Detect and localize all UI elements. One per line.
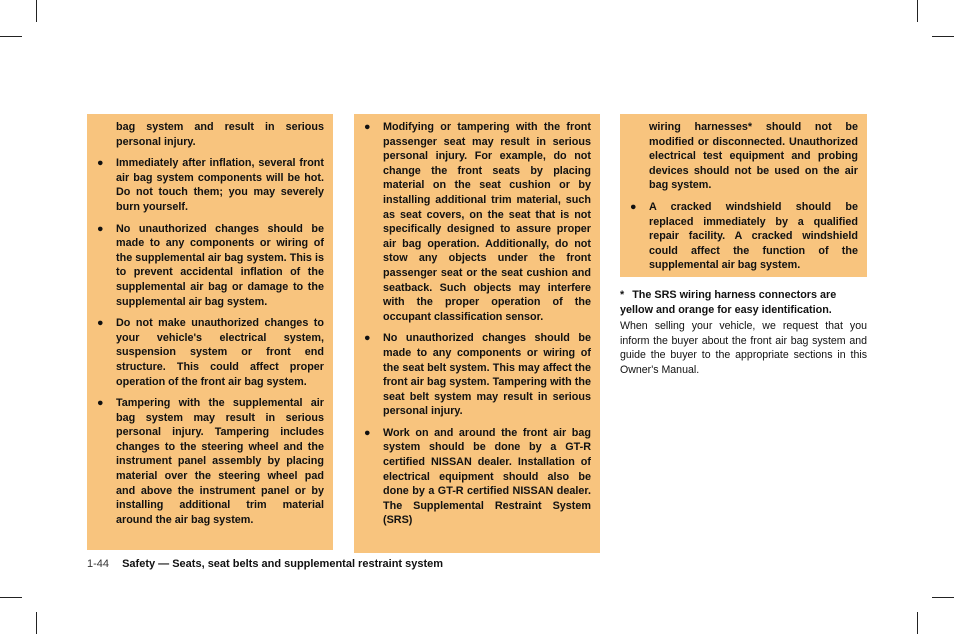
bullet-icon: ● [364,332,371,345]
bullet-icon: ● [97,157,104,170]
warning-item: ● Tampering with the supplemental air bag system may result in serious personal injury. Tampering includes changes to the steering wheel and the instrument panel assembly by placing material over the steering wheel pad and above the instrument panel or by installing additional trim material around the air bag system. [97,397,324,526]
warning-item: ● Immediately after inflation, several front air bag system components will be hot. Do not touch them; you may severely burn yourself. [97,157,324,213]
bullet-icon: ● [364,426,371,439]
bullet-icon: ● [97,222,104,235]
bullet-icon: ● [630,200,637,213]
warning-item: ● No unauthorized changes should be made to any components or wiring of the seat belt system. This may affect the front air bag system. Tampering with the seat belt system may result in serious personal injury. [364,332,591,418]
warning-continuation: wiring harnesses* should not be modified or disconnected. Unauthorized electrical test equipment and probing devices should not be used on the air bag system. [649,121,858,192]
warning-item: ● Do not make unauthorized changes to your vehicle's electrical system, suspension system or front end structure. This could affect proper operation of the front air bag system. [97,317,324,388]
warning-continuation: bag system and result in serious personal injury. [116,121,324,148]
warning-box-column-1 [87,114,333,550]
crop-mark [0,36,22,37]
warning-item: ● No unauthorized changes should be made to any components or wiring of the supplemental air bag system. This is to prevent accidental inflation of the supplemental air bag or damage to the supplemental air bag system. [97,222,324,308]
warning-item: ● Work on and around the front air bag system should be done by a GT-R certified NISSAN dealer. Installation of electrical equipment should also be done by a GT-R certified NISSAN dealer. The Supplemental Restraint System (SRS) [364,426,591,527]
crop-mark [36,612,37,634]
crop-mark [917,0,918,22]
crop-mark [36,0,37,22]
warning-list [629,120,858,273]
crop-mark [917,612,918,634]
crop-mark [0,597,22,598]
footnote: * The SRS wiring harness connectors are yellow and orange for easy identification. [620,289,837,316]
warning-box-column-3 [620,114,867,277]
bullet-icon: ● [97,317,104,330]
crop-mark [932,597,954,598]
body-paragraph: When selling your vehicle, we request that you inform the buyer about the front air bag system and guide the buyer to the appropriate sections in this Owner's Manual. [620,320,867,376]
section-title: Safety — Seats, seat belts and supplemental restraint system [122,558,444,570]
page-number: 1-44 [87,558,110,570]
page-footer [87,558,443,570]
warning-list [96,120,324,527]
bullet-icon: ● [97,397,104,410]
footnote-section [620,288,867,378]
warning-box-column-2 [354,114,600,553]
footnote-star: * [620,289,625,301]
bullet-icon: ● [364,121,371,133]
warning-list [363,120,591,528]
warning-item: ● Modifying or tampering with the front passenger seat may result in serious personal injury. For example, do not change the front seats by placing material on the seat cushion or by installing additional trim material, such as seat covers, on the seat that is not specifically designed to assure proper air bag operation. Additionally, do not stow any objects under the front passenger seat or the seat cushion and seatback. Such objects may interfere with the proper operation of the occupant classification sensor. [364,121,591,323]
warning-item: ● A cracked windshield should be replaced immediately by a qualified repair facility. A cracked windshield could affect the function of the supplemental air bag system. [630,200,858,272]
crop-mark [932,36,954,37]
